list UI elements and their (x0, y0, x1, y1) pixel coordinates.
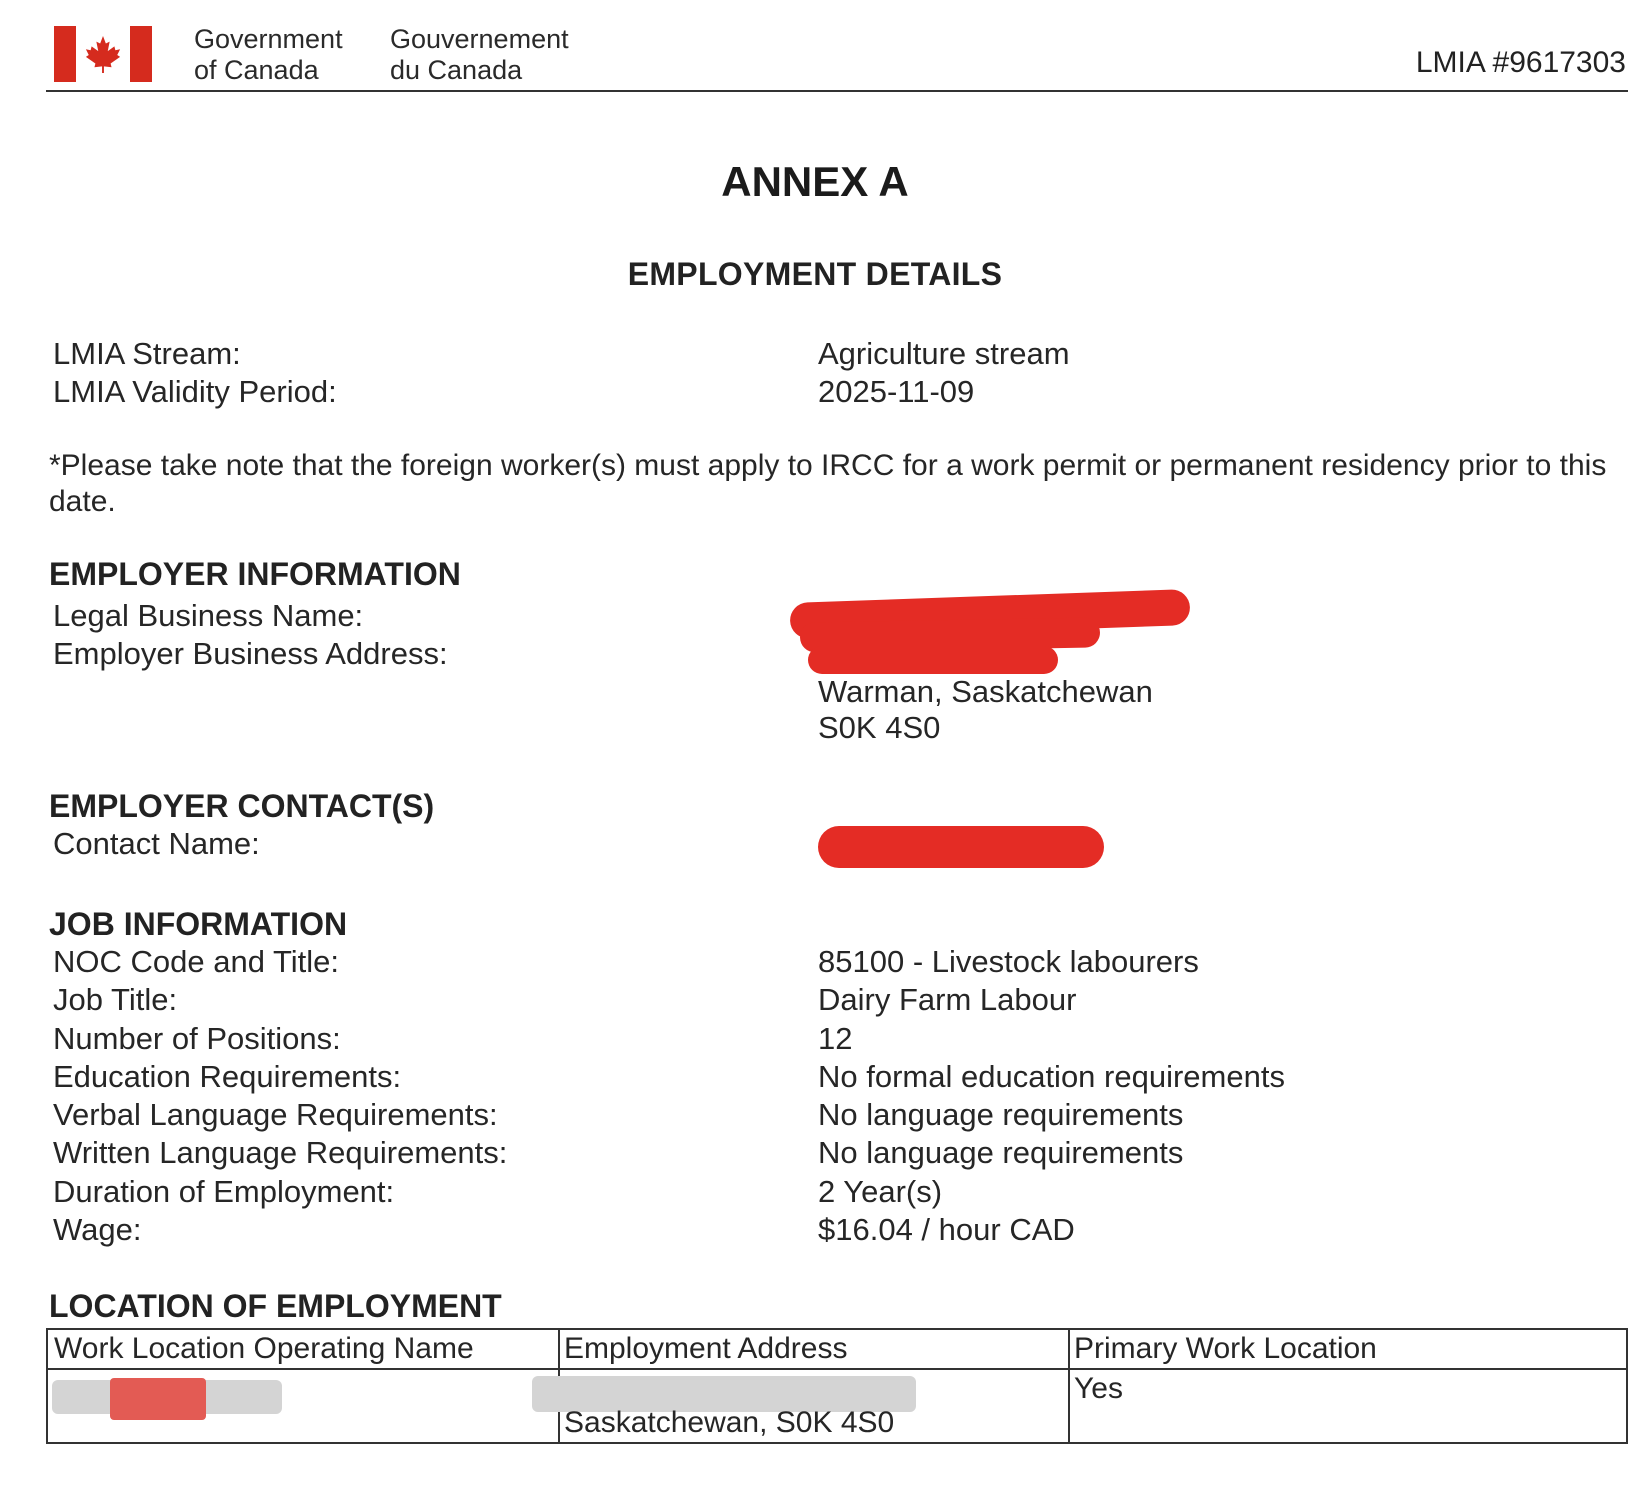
job-title-value: Dairy Farm Labour (818, 982, 1077, 1017)
contact-name-label: Contact Name: (53, 826, 260, 861)
page-title: ANNEX A (721, 158, 909, 205)
government-of-canada-wordmark (194, 24, 343, 86)
gov-fr-line2: du Canada (390, 55, 523, 85)
maple-leaf-icon (84, 34, 122, 74)
redaction-mark (808, 646, 1058, 674)
table-column-divider (1068, 1330, 1070, 1442)
table-header-divider (48, 1368, 1626, 1370)
employer-address-label: Employer Business Address: (53, 636, 448, 671)
gov-en-line2: of Canada (194, 55, 319, 85)
written-language-label: Written Language Requirements: (53, 1135, 508, 1170)
primary-location-value: Yes (1074, 1372, 1123, 1405)
gov-fr-line1: Gouvernement (390, 24, 569, 54)
education-value: No formal education requirements (818, 1059, 1285, 1094)
table-header-operating-name: Work Location Operating Name (54, 1332, 474, 1365)
duration-label: Duration of Employment: (53, 1174, 395, 1209)
location-table (46, 1328, 1628, 1444)
lmia-stream-value: Agriculture stream (818, 336, 1070, 371)
wage-label: Wage: (53, 1212, 142, 1247)
positions-label: Number of Positions: (53, 1021, 341, 1056)
verbal-language-value: No language requirements (818, 1097, 1184, 1132)
verbal-language-label: Verbal Language Requirements: (53, 1097, 498, 1132)
document-header (46, 20, 1628, 92)
page-subtitle: EMPLOYMENT DETAILS (627, 256, 1003, 292)
employer-address-city: Warman, Saskatchewan (818, 674, 1153, 709)
table-header-primary-location: Primary Work Location (1074, 1332, 1377, 1365)
gouvernement-du-canada-wordmark (390, 24, 569, 86)
work-permit-note: *Please take note that the foreign worker(s) must apply to IRCC for a work permit or permanent residency prior to this date. (49, 449, 1607, 518)
employer-address-postal: S0K 4S0 (818, 710, 941, 745)
job-title-label: Job Title: (53, 982, 178, 1017)
duration-value: 2 Year(s) (818, 1174, 943, 1209)
canada-flag-icon (54, 26, 152, 82)
lmia-validity-value: 2025-11-09 (818, 374, 975, 409)
written-language-value: No language requirements (818, 1135, 1184, 1170)
location-heading: LOCATION OF EMPLOYMENT (49, 1288, 502, 1324)
table-header-employment-address: Employment Address (564, 1332, 848, 1365)
redaction-mark (818, 826, 1104, 868)
noc-code-label: NOC Code and Title: (53, 944, 340, 979)
wage-value: $16.04 / hour CAD (818, 1212, 1075, 1247)
employment-address-region: Saskatchewan, S0K 4S0 (564, 1406, 895, 1439)
positions-value: 12 (818, 1021, 853, 1056)
employer-info-heading: EMPLOYER INFORMATION (49, 556, 461, 592)
education-label: Education Requirements: (53, 1059, 402, 1094)
lmia-validity-label: LMIA Validity Period: (53, 374, 337, 409)
legal-business-name-label: Legal Business Name: (53, 598, 364, 633)
lmia-stream-label: LMIA Stream: (53, 336, 241, 371)
employer-contact-heading: EMPLOYER CONTACT(S) (49, 788, 435, 824)
lmia-number: LMIA #9617303 (1415, 46, 1626, 79)
header-divider (46, 90, 1628, 92)
redaction-mark (110, 1378, 206, 1420)
gov-en-line1: Government (194, 24, 343, 54)
noc-code-value: 85100 - Livestock labourers (818, 944, 1199, 979)
job-info-heading: JOB INFORMATION (49, 906, 348, 942)
